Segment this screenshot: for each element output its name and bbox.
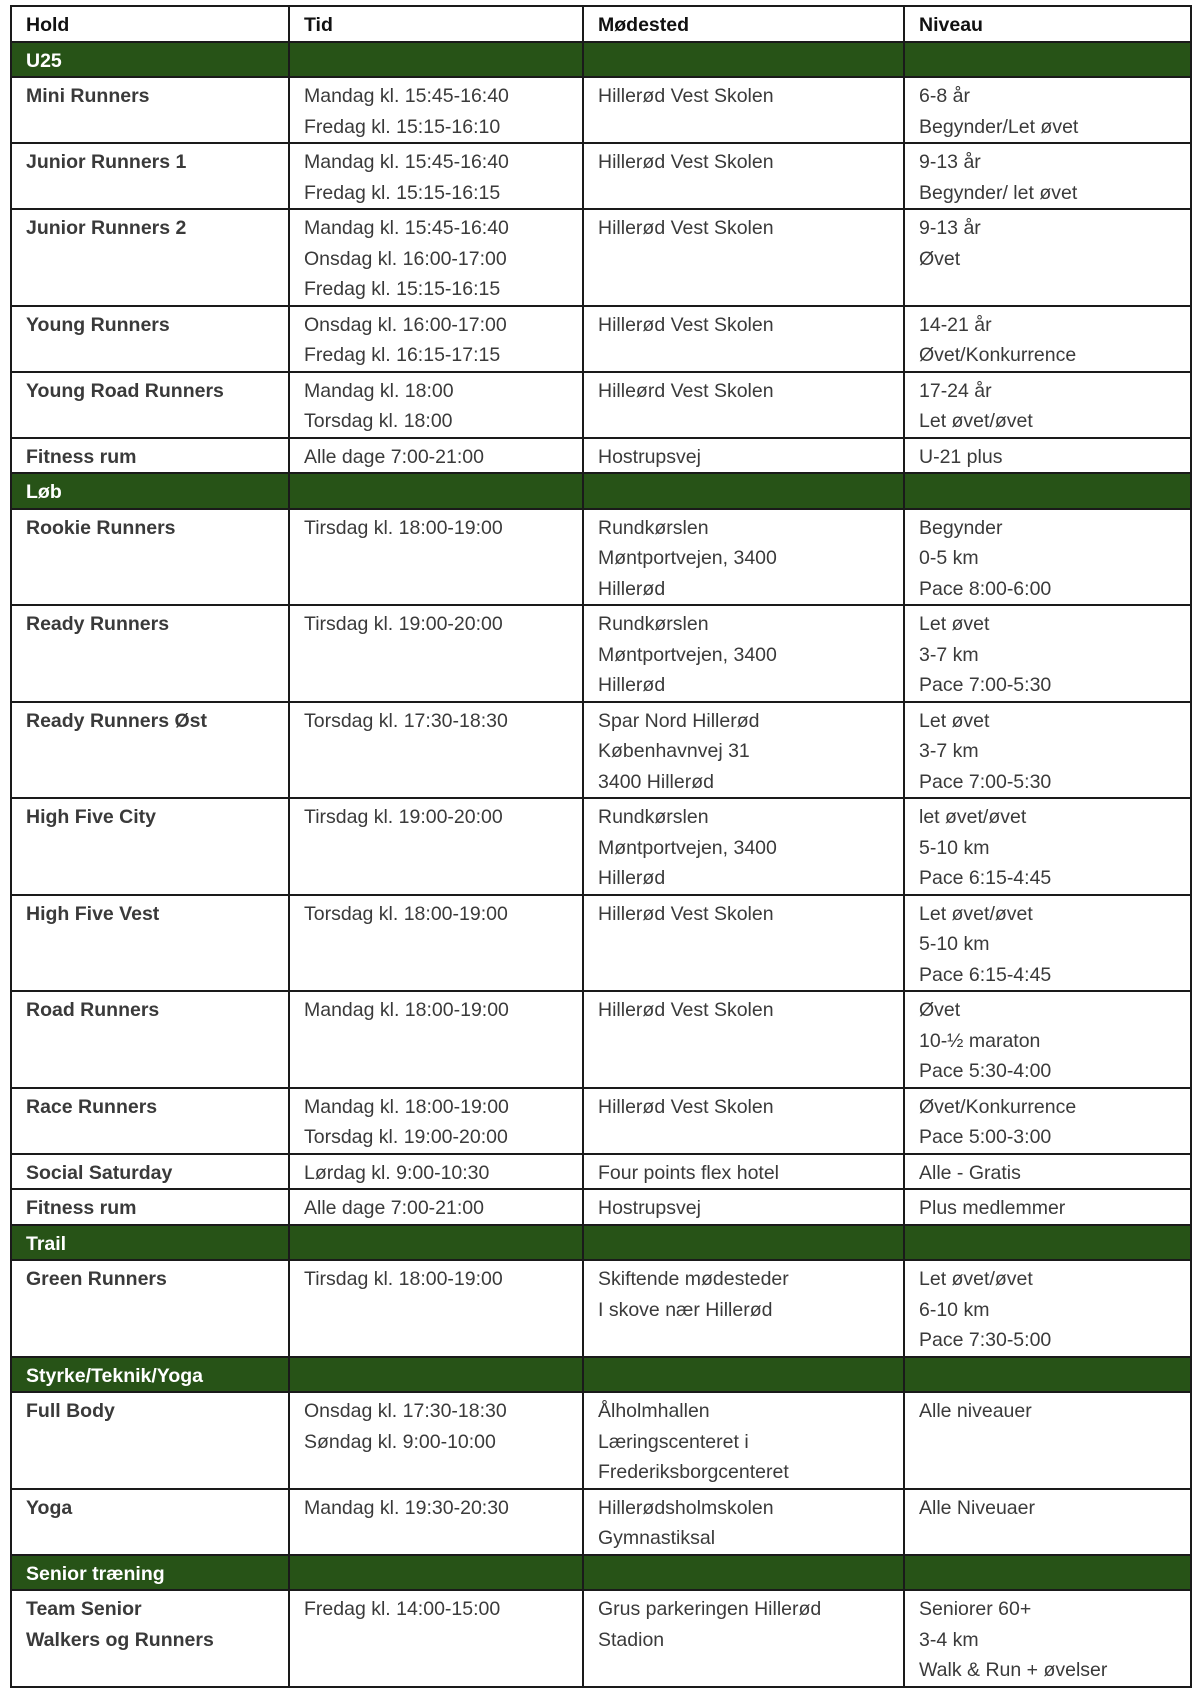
time-line: Fredag kl. 15:15-16:15 <box>304 278 501 300</box>
hold-line: Full Body <box>26 1400 115 1422</box>
time-line: Fredag kl. 14:00-15:00 <box>304 1598 501 1620</box>
level-line: Pace 7:30-5:00 <box>919 1329 1052 1351</box>
hold-cell <box>11 605 289 702</box>
time-line: Alle dage 7:00-21:00 <box>304 445 484 468</box>
time-cell <box>289 1260 583 1357</box>
level-line: Begynder/ let øvet <box>919 181 1078 204</box>
level-line: 6-10 km <box>919 1298 990 1321</box>
level-line: Let øvet <box>919 709 990 732</box>
level-line: U-21 plus <box>919 445 1003 468</box>
training-schedule-table <box>10 5 1192 1688</box>
hold-cell <box>11 209 289 306</box>
location-line: Møntportvejen, 3400 <box>598 547 777 569</box>
location-cell <box>583 306 904 372</box>
location-cell <box>583 895 904 992</box>
level-cell <box>904 306 1191 372</box>
time-cell <box>289 372 583 438</box>
time-cell <box>289 1154 583 1190</box>
level-cell <box>904 438 1191 474</box>
hold-cell <box>11 1489 289 1555</box>
section-filler-cell <box>583 1357 904 1393</box>
level-cell <box>904 1189 1191 1225</box>
section-header-row <box>11 1357 1191 1393</box>
time-line: Onsdag kl. 16:00-17:00 <box>304 247 507 270</box>
time-cell <box>289 306 583 372</box>
level-line: Let øvet/øvet <box>919 1268 1033 1290</box>
time-cell <box>289 438 583 474</box>
location-line: Rundkørslen <box>598 516 709 539</box>
level-line: Øvet <box>919 247 961 270</box>
time-line: Tirsdag kl. 19:00-20:00 <box>304 806 503 828</box>
hold-cell <box>11 306 289 372</box>
hold-line: Green Runners <box>26 1268 167 1290</box>
level-cell <box>904 1088 1191 1154</box>
section-filler-cell <box>583 473 904 509</box>
location-line: Ålholmhallen <box>598 1400 710 1422</box>
hold-line: Ready Runners <box>26 613 170 635</box>
location-line: Hillerød Vest Skolen <box>598 902 774 925</box>
level-cell <box>904 77 1191 143</box>
level-line: Øvet/Konkurrence <box>919 344 1077 366</box>
time-line: Mandag kl. 18:00-19:00 <box>304 999 509 1021</box>
location-line: Møntportvejen, 3400 <box>598 643 777 666</box>
section-filler-cell <box>289 42 583 78</box>
level-line: Seniorer 60+ <box>919 1598 1032 1620</box>
level-line: 5-10 km <box>919 933 990 955</box>
location-line: Hilleørd Vest Skolen <box>598 379 774 402</box>
level-cell <box>904 143 1191 209</box>
section-title: Styrke/Teknik/Yoga <box>11 1357 289 1393</box>
level-line: 3-7 km <box>919 740 979 762</box>
column-header-hold: Hold <box>11 6 289 42</box>
hold-cell <box>11 1392 289 1489</box>
level-line: 5-10 km <box>919 836 990 859</box>
level-cell <box>904 1392 1191 1489</box>
column-header-niveau: Niveau <box>904 6 1191 42</box>
section-filler-cell <box>904 1225 1191 1261</box>
time-line: Torsdag kl. 18:00 <box>304 410 453 432</box>
level-cell <box>904 702 1191 799</box>
time-cell <box>289 1189 583 1225</box>
hold-cell <box>11 702 289 799</box>
section-filler-cell <box>583 42 904 78</box>
table-row <box>11 798 1191 895</box>
level-line: 10-½ maraton <box>919 1029 1041 1052</box>
column-header-modested: Mødested <box>583 6 904 42</box>
table-row <box>11 1392 1191 1489</box>
level-line: 14-21 år <box>919 313 992 336</box>
time-line: Mandag kl. 15:45-16:40 <box>304 85 509 107</box>
section-title: Trail <box>11 1225 289 1261</box>
hold-cell <box>11 991 289 1088</box>
level-line: Begynder <box>919 516 1003 539</box>
time-line: Onsdag kl. 17:30-18:30 <box>304 1400 507 1422</box>
location-line: Hillerød <box>598 577 666 600</box>
time-cell <box>289 509 583 606</box>
table-row <box>11 1590 1191 1687</box>
location-line: Hostrupsvej <box>598 1197 701 1219</box>
level-line: Walk & Run + øvelser <box>919 1659 1108 1681</box>
location-line: Stadion <box>598 1628 665 1651</box>
time-line: Torsdag kl. 17:30-18:30 <box>304 709 508 732</box>
time-cell <box>289 895 583 992</box>
location-cell <box>583 77 904 143</box>
time-line: Mandag kl. 18:00 <box>304 379 454 402</box>
section-filler-cell <box>289 473 583 509</box>
location-cell <box>583 702 904 799</box>
time-line: Mandag kl. 19:30-20:30 <box>304 1496 509 1519</box>
level-cell <box>904 209 1191 306</box>
section-filler-cell <box>289 1357 583 1393</box>
level-line: Alle Niveuaer <box>919 1496 1035 1519</box>
hold-line: Race Runners <box>26 1095 158 1118</box>
time-cell <box>289 991 583 1088</box>
location-cell <box>583 605 904 702</box>
location-line: Københavnvej 31 <box>598 740 750 762</box>
time-line: Mandag kl. 15:45-16:40 <box>304 217 509 239</box>
level-line: 3-7 km <box>919 643 979 666</box>
hold-line: Walkers og Runners <box>26 1628 214 1651</box>
section-filler-cell <box>583 1555 904 1591</box>
level-line: Øvet/Konkurrence <box>919 1095 1077 1118</box>
level-cell <box>904 605 1191 702</box>
hold-cell <box>11 77 289 143</box>
time-cell <box>289 1489 583 1555</box>
hold-line: Rookie Runners <box>26 516 176 539</box>
level-line: Let øvet <box>919 613 990 635</box>
level-line: Pace 6:15-4:45 <box>919 963 1052 986</box>
hold-line: Fitness rum <box>26 445 137 468</box>
table-row <box>11 895 1191 992</box>
location-cell <box>583 1189 904 1225</box>
level-line: Alle - Gratis <box>919 1161 1021 1184</box>
time-line: Tirsdag kl. 18:00-19:00 <box>304 516 503 539</box>
table-row <box>11 1154 1191 1190</box>
section-header-row <box>11 473 1191 509</box>
level-line: 17-24 år <box>919 379 992 402</box>
section-filler-cell <box>583 1225 904 1261</box>
section-header-row <box>11 1555 1191 1591</box>
table-row <box>11 1088 1191 1154</box>
level-cell <box>904 1260 1191 1357</box>
hold-line: Junior Runners 1 <box>26 151 187 173</box>
table-row <box>11 605 1191 702</box>
time-line: Mandag kl. 18:00-19:00 <box>304 1095 509 1118</box>
header-row <box>11 6 1191 42</box>
level-line: 6-8 år <box>919 85 970 107</box>
hold-cell <box>11 1260 289 1357</box>
table-row <box>11 509 1191 606</box>
hold-line: Road Runners <box>26 999 160 1021</box>
hold-line: Yoga <box>26 1496 73 1519</box>
location-line: Hillerød <box>598 867 666 889</box>
section-title: Løb <box>11 473 289 509</box>
level-line: Pace 6:15-4:45 <box>919 867 1052 889</box>
location-cell <box>583 372 904 438</box>
level-line: let øvet/øvet <box>919 806 1027 828</box>
hold-line: Mini Runners <box>26 85 150 107</box>
location-line: Grus parkeringen Hillerød <box>598 1598 822 1620</box>
location-cell <box>583 1088 904 1154</box>
level-cell <box>904 509 1191 606</box>
location-line: Hillerødsholmskolen <box>598 1496 774 1519</box>
section-filler-cell <box>904 42 1191 78</box>
level-line: 0-5 km <box>919 547 979 569</box>
level-line: 9-13 år <box>919 151 981 173</box>
time-line: Onsdag kl. 16:00-17:00 <box>304 313 507 336</box>
hold-line: Young Runners <box>26 313 170 336</box>
level-cell <box>904 1154 1191 1190</box>
time-cell <box>289 1088 583 1154</box>
section-title: U25 <box>11 42 289 78</box>
table-row <box>11 209 1191 306</box>
time-cell <box>289 605 583 702</box>
hold-cell <box>11 438 289 474</box>
table-row <box>11 306 1191 372</box>
level-line: Plus medlemmer <box>919 1197 1066 1219</box>
time-line: Mandag kl. 15:45-16:40 <box>304 151 509 173</box>
column-header-tid: Tid <box>289 6 583 42</box>
level-line: Pace 8:00-6:00 <box>919 577 1052 600</box>
time-line: Torsdag kl. 18:00-19:00 <box>304 902 508 925</box>
location-cell <box>583 1260 904 1357</box>
location-line: Gymnastiksal <box>598 1527 716 1549</box>
location-cell <box>583 209 904 306</box>
table-row <box>11 702 1191 799</box>
location-cell <box>583 1590 904 1687</box>
time-line: Lørdag kl. 9:00-10:30 <box>304 1161 490 1184</box>
hold-cell <box>11 372 289 438</box>
hold-cell <box>11 1154 289 1190</box>
time-cell <box>289 77 583 143</box>
section-header-row <box>11 1225 1191 1261</box>
hold-line: High Five City <box>26 806 157 828</box>
section-header-row <box>11 42 1191 78</box>
location-cell <box>583 143 904 209</box>
table-row <box>11 372 1191 438</box>
level-cell <box>904 1590 1191 1687</box>
time-line: Torsdag kl. 19:00-20:00 <box>304 1126 508 1148</box>
location-line: Four points flex hotel <box>598 1161 780 1184</box>
section-filler-cell <box>904 473 1191 509</box>
table-row <box>11 1260 1191 1357</box>
table-row <box>11 991 1191 1088</box>
hold-line: Team Senior <box>26 1598 142 1620</box>
hold-cell <box>11 509 289 606</box>
level-cell <box>904 991 1191 1088</box>
location-line: Rundkørslen <box>598 806 709 828</box>
section-title: Senior træning <box>11 1555 289 1591</box>
location-line: Møntportvejen, 3400 <box>598 836 777 859</box>
level-line: Pace 5:30-4:00 <box>919 1060 1052 1082</box>
location-line: I skove nær Hillerød <box>598 1298 773 1321</box>
hold-line: Fitness rum <box>26 1197 137 1219</box>
location-line: Hillerød Vest Skolen <box>598 1095 774 1118</box>
location-line: Frederiksborgcenteret <box>598 1461 789 1483</box>
location-line: Hillerød Vest Skolen <box>598 151 774 173</box>
location-line: Spar Nord Hillerød <box>598 709 760 732</box>
level-line: Alle niveauer <box>919 1400 1032 1422</box>
level-line: Let øvet/øvet <box>919 410 1033 432</box>
hold-line: Junior Runners 2 <box>26 217 187 239</box>
level-line: Let øvet/øvet <box>919 902 1033 925</box>
hold-cell <box>11 1590 289 1687</box>
hold-cell <box>11 1189 289 1225</box>
hold-line: High Five Vest <box>26 902 160 925</box>
location-line: Hillerød Vest Skolen <box>598 85 774 107</box>
table-row <box>11 143 1191 209</box>
table-row <box>11 1189 1191 1225</box>
section-filler-cell <box>904 1555 1191 1591</box>
level-line: Pace 7:00-5:30 <box>919 674 1052 696</box>
hold-cell <box>11 1088 289 1154</box>
level-line: Pace 5:00-3:00 <box>919 1126 1052 1148</box>
level-cell <box>904 372 1191 438</box>
location-line: Hillerød Vest Skolen <box>598 313 774 336</box>
hold-line: Young Road Runners <box>26 379 224 402</box>
hold-cell <box>11 895 289 992</box>
time-cell <box>289 209 583 306</box>
time-cell <box>289 798 583 895</box>
location-cell <box>583 1154 904 1190</box>
location-line: Rundkørslen <box>598 613 709 635</box>
location-cell <box>583 798 904 895</box>
level-line: 3-4 km <box>919 1628 979 1651</box>
level-cell <box>904 798 1191 895</box>
time-line: Søndag kl. 9:00-10:00 <box>304 1430 496 1453</box>
table-body <box>11 6 1191 1687</box>
time-line: Tirsdag kl. 19:00-20:00 <box>304 613 503 635</box>
location-line: Hillerød Vest Skolen <box>598 217 774 239</box>
time-cell <box>289 702 583 799</box>
location-line: Hillerød <box>598 674 666 696</box>
section-filler-cell <box>289 1555 583 1591</box>
level-cell <box>904 1489 1191 1555</box>
hold-cell <box>11 143 289 209</box>
hold-line: Social Saturday <box>26 1161 173 1184</box>
location-cell <box>583 991 904 1088</box>
location-line: Hillerød Vest Skolen <box>598 999 774 1021</box>
section-filler-cell <box>289 1225 583 1261</box>
table-row <box>11 1489 1191 1555</box>
time-cell <box>289 1392 583 1489</box>
time-cell <box>289 1590 583 1687</box>
location-cell <box>583 1489 904 1555</box>
table-row <box>11 77 1191 143</box>
level-line: Begynder/Let øvet <box>919 115 1079 138</box>
time-line: Alle dage 7:00-21:00 <box>304 1197 484 1219</box>
time-line: Fredag kl. 15:15-16:15 <box>304 181 501 204</box>
location-cell <box>583 1392 904 1489</box>
time-line: Fredag kl. 16:15-17:15 <box>304 344 501 366</box>
location-line: Hostrupsvej <box>598 445 701 468</box>
table-row <box>11 438 1191 474</box>
level-line: Øvet <box>919 999 961 1021</box>
time-line: Tirsdag kl. 18:00-19:00 <box>304 1268 503 1290</box>
level-cell <box>904 895 1191 992</box>
location-cell <box>583 509 904 606</box>
location-line: Skiftende mødesteder <box>598 1268 789 1290</box>
hold-line: Ready Runners Øst <box>26 709 207 732</box>
location-line: Læringscenteret i <box>598 1430 749 1453</box>
time-cell <box>289 143 583 209</box>
level-line: 9-13 år <box>919 217 981 239</box>
section-filler-cell <box>904 1357 1191 1393</box>
location-line: 3400 Hillerød <box>598 770 714 793</box>
time-line: Fredag kl. 15:15-16:10 <box>304 115 501 138</box>
location-cell <box>583 438 904 474</box>
hold-cell <box>11 798 289 895</box>
level-line: Pace 7:00-5:30 <box>919 770 1052 793</box>
